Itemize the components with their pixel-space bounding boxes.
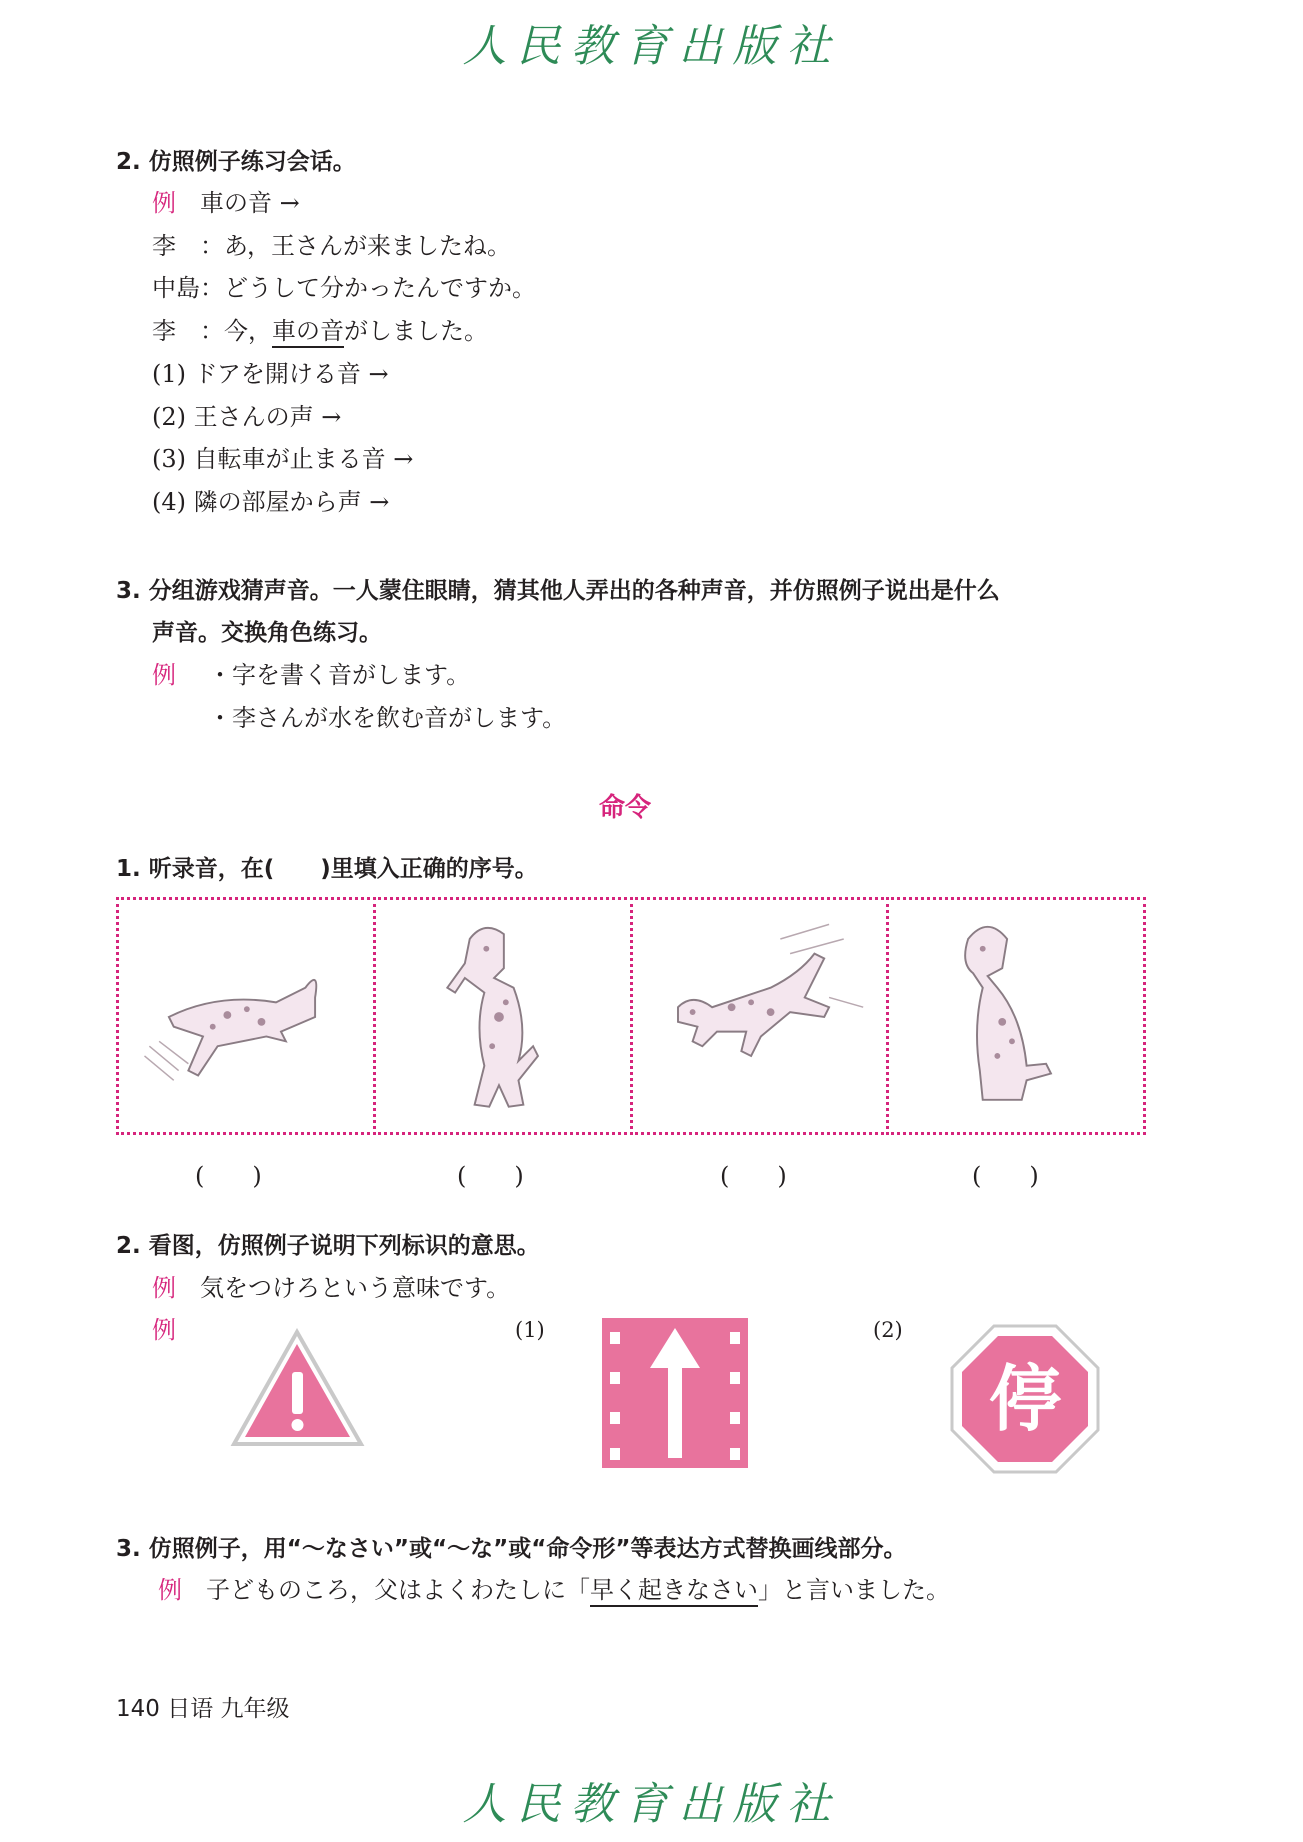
command-exercise-1-title: 1. 听录音，在( )里填入正确的序号。 [116, 856, 538, 882]
example-prompt: 車の音 → [200, 189, 300, 217]
answer-blank-3[interactable]: ( ) [720, 1162, 787, 1190]
exercise-2-title: 2. 仿照例子练习会话。 [116, 149, 356, 175]
dialogue-text: 今， [224, 317, 272, 345]
dog-running-icon [633, 900, 887, 1132]
publisher-footer: 人民教育出版社 [462, 1779, 841, 1830]
exercise-item: (2) 王さんの声 → [152, 403, 342, 431]
exercise-item: (3) 自転車が止まる音 → [152, 445, 414, 473]
exercise-item: (1) ドアを開ける音 → [152, 360, 389, 388]
example-mark: 例 [152, 1274, 176, 1302]
speaker: 中島： [152, 274, 224, 302]
dog-picture-strip [116, 897, 1146, 1135]
example-text: 子どものころ，父はよくわたしに「 [206, 1576, 590, 1604]
underlined-phrase: 早く起きなさい [590, 1576, 758, 1607]
exercise-item: (4) 隣の部屋から声 → [152, 488, 390, 516]
sign-label-1: (1) [515, 1318, 545, 1342]
exercise-3-example [158, 1570, 950, 1605]
dialogue-text: がしました。 [344, 317, 488, 345]
dialogue-line [152, 311, 488, 346]
speaker: 李 ： [152, 232, 224, 260]
command-exercise-2-title: 2. 看图，仿照例子说明下列标识的意思。 [116, 1233, 540, 1259]
sign-label-2: (2) [873, 1318, 903, 1342]
example-bullet: ・李さんが水を飲む音がします。 [208, 704, 567, 732]
underlined-phrase: 車の音 [272, 317, 344, 348]
exercise-3-title: 3. 分组游戏猜声音。一人蒙住眼睛，猜其他人弄出的各种声音，并仿照例子说出是什么 [116, 578, 1000, 604]
example-text: 気をつけろという意味です。 [200, 1274, 511, 1302]
picture-panel-3 [630, 897, 890, 1135]
dialogue-text: どうして分かったんですか。 [224, 274, 536, 302]
answer-blank-2[interactable]: ( ) [457, 1162, 524, 1190]
example-bullet: ・字を書く音がします。 [208, 661, 471, 689]
answer-blank-4[interactable]: ( ) [972, 1162, 1039, 1190]
dog-standing-icon [376, 900, 630, 1132]
warning-sign-icon [230, 1328, 365, 1448]
dog-sitting-icon [889, 900, 1143, 1132]
stop-sign-text: 停 [988, 1357, 1061, 1441]
exercise-2-example [152, 183, 300, 218]
page-number: 140 [116, 1696, 160, 1722]
example-mark: 例 [152, 661, 176, 689]
command-exercise-3-title: 3. 仿照例子，用“～なさい”或“～な”或“命令形”等表达方式替换画线部分。 [116, 1536, 907, 1562]
page-footer [116, 1690, 290, 1723]
publisher-header: 人民教育出版社 [462, 21, 841, 72]
section-title: 命令 [598, 793, 651, 823]
exercise-2-example [152, 1268, 510, 1303]
one-way-arrow-sign-icon [602, 1318, 748, 1468]
dog-jumping-icon [119, 900, 373, 1132]
dialogue-line [152, 226, 511, 261]
picture-panel-4 [886, 897, 1146, 1135]
example-mark: 例 [152, 189, 176, 217]
dialogue-text: あ，王さんが来ましたね。 [224, 232, 512, 260]
dialogue-line [152, 268, 536, 303]
picture-panel-1 [116, 897, 376, 1135]
sign-label-example: 例 [152, 1316, 176, 1344]
speaker: 李 ： [152, 317, 224, 345]
book-title: 日语 九年级 [167, 1696, 290, 1722]
exercise-3-title-cont: 声音。交换角色练习。 [152, 620, 382, 646]
picture-panel-2 [373, 897, 633, 1135]
example-mark: 例 [158, 1576, 182, 1604]
answer-blank-1[interactable]: ( ) [195, 1162, 262, 1190]
example-text: 」と言いました。 [758, 1576, 950, 1604]
